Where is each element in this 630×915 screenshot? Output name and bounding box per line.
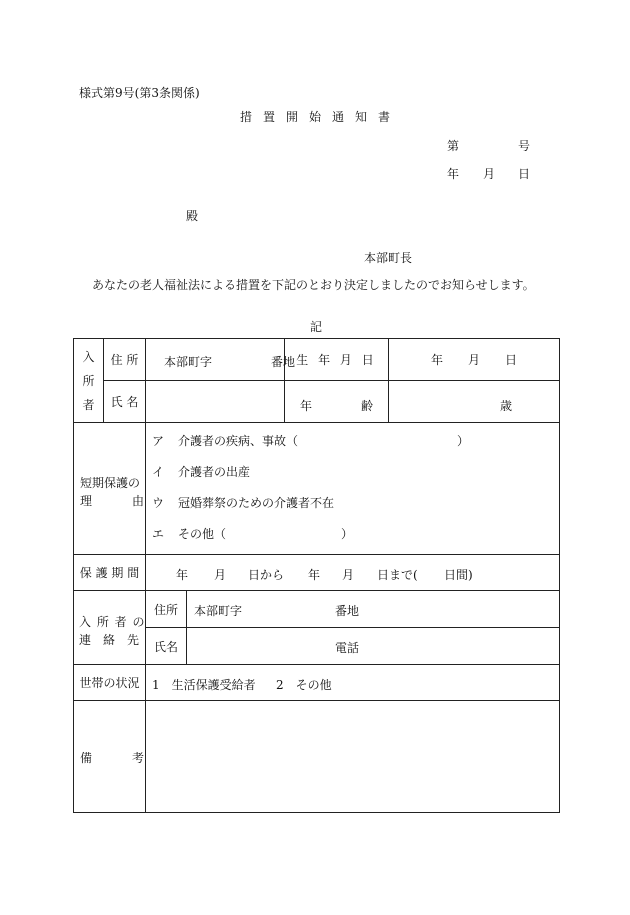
- remarks-label-a: 備: [80, 751, 93, 765]
- name-field[interactable]: [146, 381, 285, 423]
- period-d1: 日から: [248, 568, 285, 582]
- birth-month: 月: [468, 353, 481, 367]
- reason-option[interactable]: [152, 525, 226, 542]
- contact-address-label: 住所: [146, 591, 187, 627]
- reason-text: 冠婚葬祭のための介護者不在: [178, 496, 335, 510]
- period-m2: 月: [342, 568, 355, 582]
- reason-option[interactable]: [152, 463, 250, 480]
- resident-label-char: 者: [82, 397, 95, 412]
- age-label-cell: [285, 381, 389, 423]
- reason-option[interactable]: [152, 432, 298, 449]
- name-label: 氏 名: [104, 381, 146, 423]
- notice-table: [73, 338, 560, 813]
- period-y2: 年: [308, 568, 321, 582]
- contact-label-2: 連 絡 先: [79, 633, 140, 647]
- period-field[interactable]: [146, 555, 560, 591]
- age-unit: 歳: [500, 399, 513, 413]
- contact-name-row: [146, 628, 560, 665]
- reason-mark: エ: [152, 527, 165, 541]
- age-label: 年: [300, 399, 313, 413]
- resident-label-char: 入: [82, 349, 95, 364]
- contact-address-field[interactable]: [187, 591, 559, 627]
- reason-label-1: 短期保護の: [80, 476, 141, 490]
- period-d2: 日まで(: [377, 568, 418, 582]
- age-field[interactable]: [389, 381, 560, 423]
- document-title: 措置開始通知書: [240, 110, 402, 124]
- address-suffix: 番地: [271, 355, 296, 369]
- remarks-field[interactable]: [146, 701, 560, 813]
- addressee-suffix: 殿: [186, 209, 199, 223]
- contact-name-label: 氏名: [146, 628, 187, 664]
- date-day: 日: [518, 167, 531, 181]
- reason-text: 介護者の疾病、事故（: [178, 434, 299, 448]
- doc-no-prefix: 第: [447, 139, 460, 153]
- reason-option[interactable]: [152, 494, 334, 511]
- contact-label-1: 入 所 者 の: [79, 615, 146, 629]
- household-label: 世帯の状況: [74, 665, 146, 701]
- ki-mark: 記: [310, 320, 323, 334]
- period-m1: 月: [214, 568, 227, 582]
- household-option[interactable]: 2 その他: [276, 678, 332, 692]
- birth-label: 生 年 月 日: [285, 339, 389, 381]
- birth-day: 日: [505, 353, 518, 367]
- doc-no-suffix: 号: [518, 139, 531, 153]
- reason-label-cell: [74, 423, 146, 555]
- period-label: 保 護 期 間: [74, 555, 146, 591]
- reason-close: ）: [341, 527, 354, 541]
- remarks-label-b: 考: [132, 751, 145, 765]
- household-option[interactable]: 1 生活保護受給者: [152, 678, 256, 692]
- form-number: 様式第9号(第3条関係): [79, 86, 200, 100]
- birth-year: 年: [431, 353, 444, 367]
- period-days: 日間): [444, 568, 473, 582]
- issuer: 本部町長: [364, 251, 413, 265]
- age-label-2: 齢: [361, 399, 374, 413]
- contact-address-row: [146, 591, 560, 628]
- contact-phone-label: 電話: [335, 641, 360, 655]
- resident-label-cell: [74, 339, 104, 423]
- contact-label-cell: [74, 591, 146, 665]
- reason-label-2a: 理: [80, 494, 93, 508]
- reason-mark: ア: [152, 434, 165, 448]
- reason-close: ）: [457, 434, 470, 448]
- reason-mark: ウ: [152, 496, 165, 510]
- date-year: 年: [447, 167, 460, 181]
- date-month: 月: [483, 167, 496, 181]
- contact-name-field[interactable]: [187, 628, 559, 664]
- birth-field[interactable]: [389, 339, 560, 381]
- address-field[interactable]: [146, 339, 296, 381]
- reason-label-2b: 由: [132, 494, 145, 508]
- contact-address-prefix: 本部町字: [194, 604, 243, 618]
- intro-text: あなたの老人福祉法による措置を下記のとおり決定しましたのでお知らせします。: [92, 278, 535, 292]
- reason-mark: イ: [152, 465, 165, 479]
- contact-address-suffix: 番地: [335, 604, 360, 618]
- remarks-label-cell: [74, 701, 146, 813]
- reason-text: その他（: [178, 527, 227, 541]
- resident-label-char: 所: [82, 373, 95, 388]
- period-y1: 年: [176, 568, 189, 582]
- household-options: [146, 665, 560, 701]
- address-prefix: 本部町字: [164, 355, 213, 369]
- reason-text: 介護者の出産: [178, 465, 251, 479]
- reason-options: [146, 423, 560, 555]
- address-label: 住 所: [104, 339, 146, 381]
